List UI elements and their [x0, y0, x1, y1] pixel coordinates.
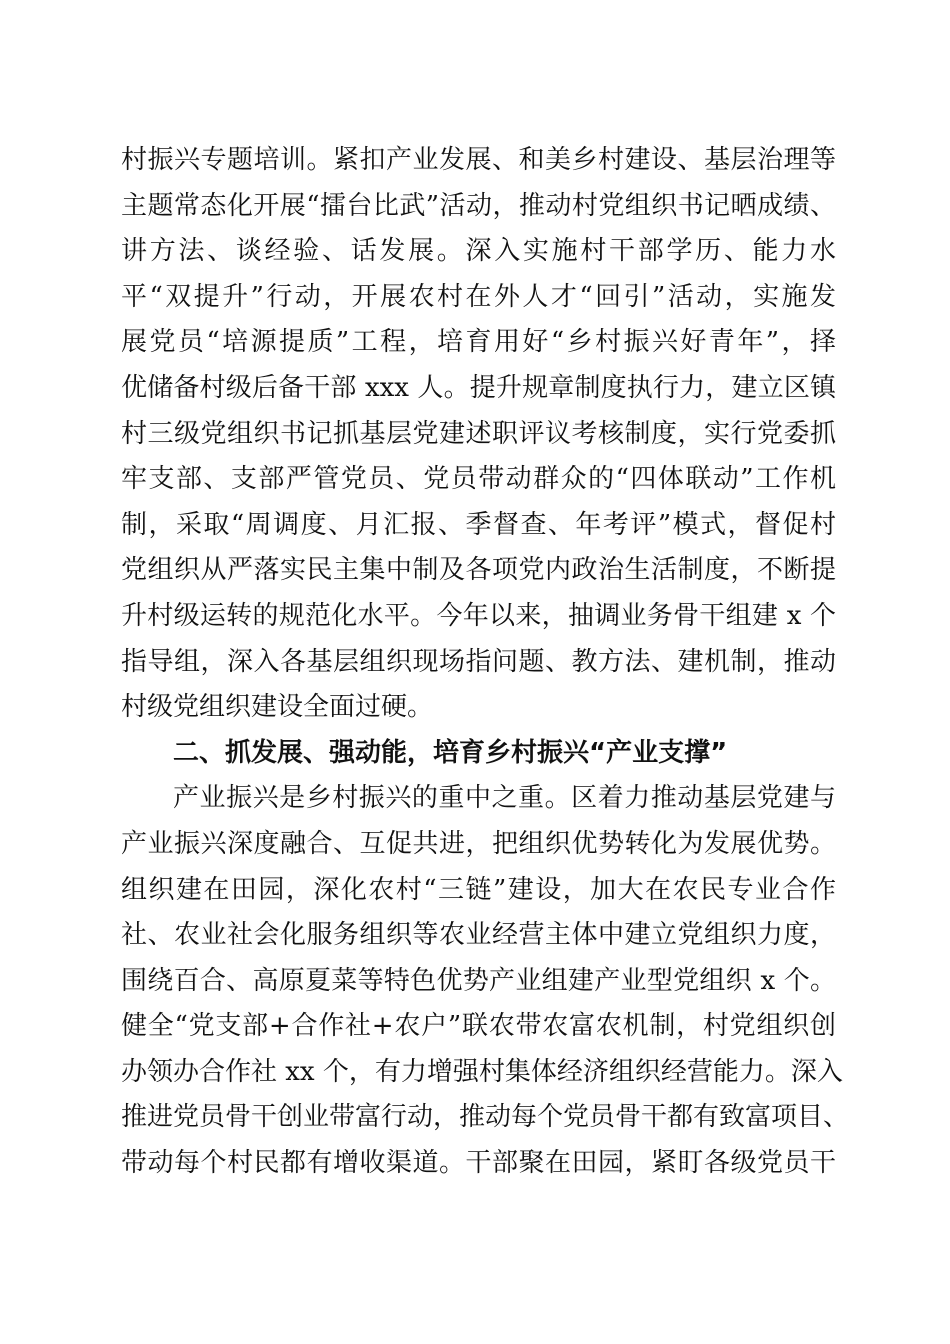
- paragraph-line: 村级党组织建设全面过硬。: [121, 692, 434, 723]
- paragraph-line: 主题常态化开展“擂台比武”活动，推动村党组织书记晒成绩、: [121, 190, 836, 221]
- paragraph-line: 产业振兴深度融合、互促共进，把组织优势转化为发展优势。: [121, 828, 836, 859]
- paragraph-line: 讲方法、谈经验、话发展。深入实施村干部学历、能力水: [121, 236, 836, 267]
- paragraph-line: 制，采取“周调度、月汇报、季督查、年考评”模式，督促村: [121, 509, 836, 540]
- document-body: [121, 138, 850, 1187]
- paragraph-line: 村三级党组织书记抓基层党建述职评议考核制度，实行党委抓: [121, 418, 836, 449]
- paragraph-line: 牢支部、支部严管党员、党员带动群众的“四体联动”工作机: [121, 464, 836, 495]
- paragraph-line: 党组织从严落实民主集中制及各项党内政治生活制度，不断提: [121, 555, 836, 586]
- section-heading: 二、抓发展、强动能，培育乡村振兴“产业支撑”: [173, 737, 728, 768]
- paragraph-line: 展党员“培源提质”工程，培育用好“乡村振兴好青年”，择: [121, 327, 836, 358]
- paragraph-line: 指导组，深入各基层组织现场指问题、教方法、建机制，推动: [121, 646, 836, 677]
- paragraph-line: 健全“党支部+合作社+农户”联农带农富农机制，村党组织创: [121, 1011, 836, 1042]
- paragraph-line: 社、农业社会化服务组织等农业经营主体中建立党组织力度，: [121, 920, 836, 951]
- paragraph-2: [121, 776, 850, 1186]
- paragraph-line: 升村级运转的规范化水平。今年以来，抽调业务骨干组建 x 个: [121, 600, 836, 631]
- paragraph-line: 产业振兴是乡村振兴的重中之重。区着力推动基层党建与: [173, 783, 836, 814]
- paragraph-line: 带动每个村民都有增收渠道。干部聚在田园，紧盯各级党员干: [121, 1148, 836, 1179]
- paragraph-1: [121, 138, 836, 731]
- paragraph-line: 围绕百合、高原夏菜等特色优势产业组建产业型党组织 x 个。: [121, 965, 836, 996]
- paragraph-line: 平“双提升”行动，开展农村在外人才“回引”活动，实施发: [121, 281, 836, 312]
- paragraph-line: 办领办合作社 xx 个，有力增强村集体经济组织经营能力。深入: [121, 1056, 843, 1087]
- paragraph-line: 组织建在田园，深化农村“三链”建设，加大在农民专业合作: [121, 874, 836, 905]
- paragraph-line: 推进党员骨干创业带富行动，推动每个党员骨干都有致富项目、: [121, 1102, 850, 1133]
- paragraph-line: 村振兴专题培训。紧扣产业发展、和美乡村建设、基层治理等: [121, 145, 836, 175]
- paragraph-line: 优储备村级后备干部 xxx 人。提升规章制度执行力，建立区镇: [121, 372, 836, 403]
